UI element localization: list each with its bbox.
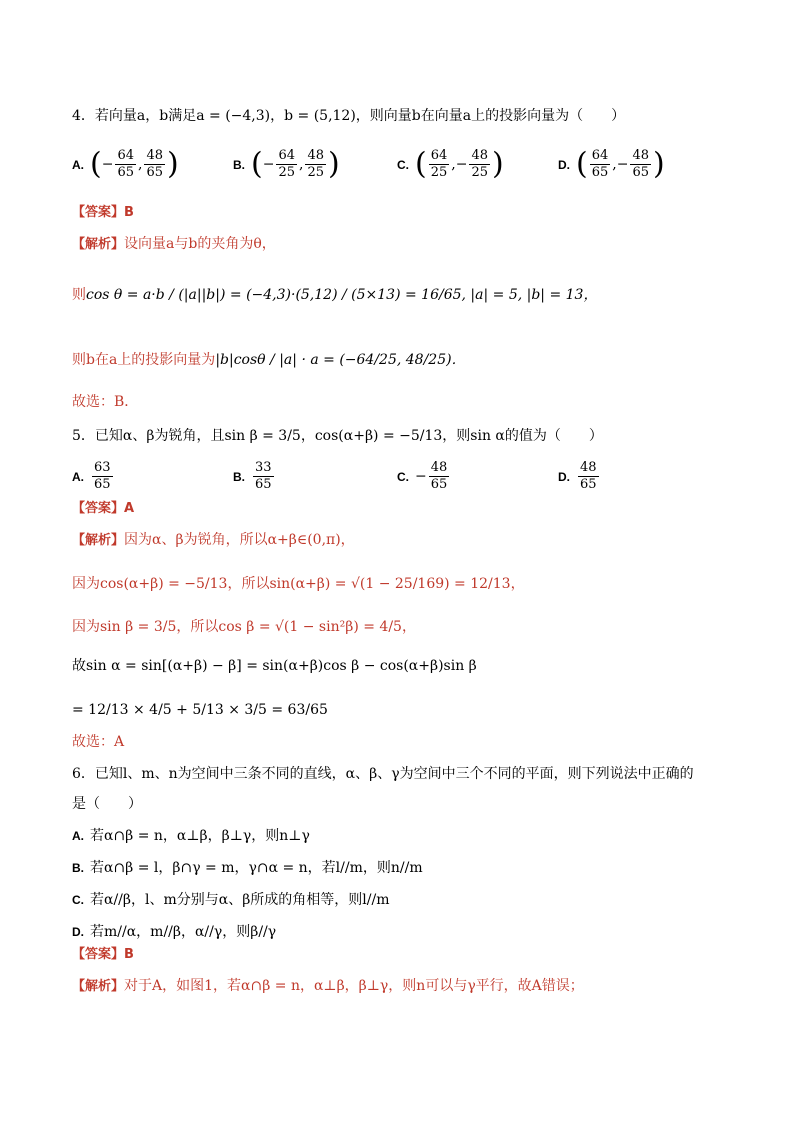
q4-answer: 【答案】B (72, 205, 134, 220)
q5-option-b: B. $\frac{33}{65}$ (233, 460, 272, 492)
q4-stem-text: 4．若向量a，b满足a = (−4,3)，b = (5,12)，则向量b在向量a上的投影向量为（ ） (72, 108, 626, 124)
q4-conclusion: 故选：B． (72, 394, 139, 410)
q4-stem (72, 106, 625, 126)
q5-analysis-1: 【解析】因为α、β为锐角，所以α+β∈(0,π)， (72, 532, 355, 548)
q4-analysis-2: 则cos θ = a·b / (|a||b|) = (−4,3)·(5,12) / (5×13) = 16/65, |a| = 5, |b| = 13， (72, 287, 598, 303)
q5-stem: 5．已知α、β为锐角，且sin β = 3/5，cos(α+β) = −5/13，则sin α的值为（ ） (72, 428, 603, 444)
q4-option-a: A. (− $\frac{64}{65}$ , $\frac{48}{65}$ ) (72, 146, 179, 182)
q5-answer: 【答案】A (72, 501, 135, 516)
q6-stem-2: 是（ ） (72, 796, 142, 812)
q6-answer: 【答案】B (72, 947, 134, 962)
q4-option-c: C. ( $\frac{64}{25}$ ,− $\frac{48}{25}$ ) (397, 146, 504, 182)
q4-option-b: B. (− $\frac{64}{25}$ , $\frac{48}{25}$ ) (233, 146, 340, 182)
q5-option-c: C. − $\frac{48}{65}$ (397, 460, 448, 492)
q6-option-b: B. 若α∩β = l，β∩γ = m，γ∩α = n，若l//m，则n//m (72, 860, 423, 876)
q5-analysis-2: 因为cos(α+β) = −5/13，所以sin(α+β) = √(1 − 25/169) = 12/13， (72, 576, 525, 592)
q5-conclusion: 故选：A (72, 734, 125, 750)
q6-stem-1: 6．已知l、m、n为空间中三条不同的直线，α、β、γ为空间中三个不同的平面，则下列说法中正确的 (72, 766, 694, 782)
q6-option-c: C. 若α//β，l、m分别与α、β所成的角相等，则l//m (72, 892, 390, 908)
q4-analysis-1: 【解析】设向量a与b的夹角为θ， (72, 236, 276, 252)
q6-option-a: A. 若α∩β = n，α⊥β，β⊥γ，则n⊥γ (72, 828, 310, 844)
q5-analysis-4: 故sin α = sin[(α+β) − β] = sin(α+β)cos β − cos(α+β)sin β (72, 658, 477, 674)
q6-analysis-1: 【解析】对于A，如图1，若α∩β = n，α⊥β，β⊥γ，则n可以与γ平行，故A错误； (72, 978, 584, 994)
q4-analysis-3: 则b在a上的投影向量为|b|cosθ / |a| · a = (−64/25, 48/25)． (72, 352, 466, 368)
q5-option-a: A. $\frac{63}{65}$ (72, 460, 111, 492)
q4-option-d: D. ( $\frac{64}{65}$ ,− $\frac{48}{65}$ ) (558, 146, 665, 182)
q5-option-d: D. $\frac{48}{65}$ (558, 460, 597, 492)
q5-analysis-5: = 12/13 × 4/5 + 5/13 × 3/5 = 63/65 (72, 702, 328, 718)
q5-analysis-3: 因为sin β = 3/5，所以cos β = √(1 − sin²β) = 4/5， (72, 619, 416, 635)
q6-option-d: D. 若m//α，m//β，α//γ，则β//γ (72, 924, 277, 940)
